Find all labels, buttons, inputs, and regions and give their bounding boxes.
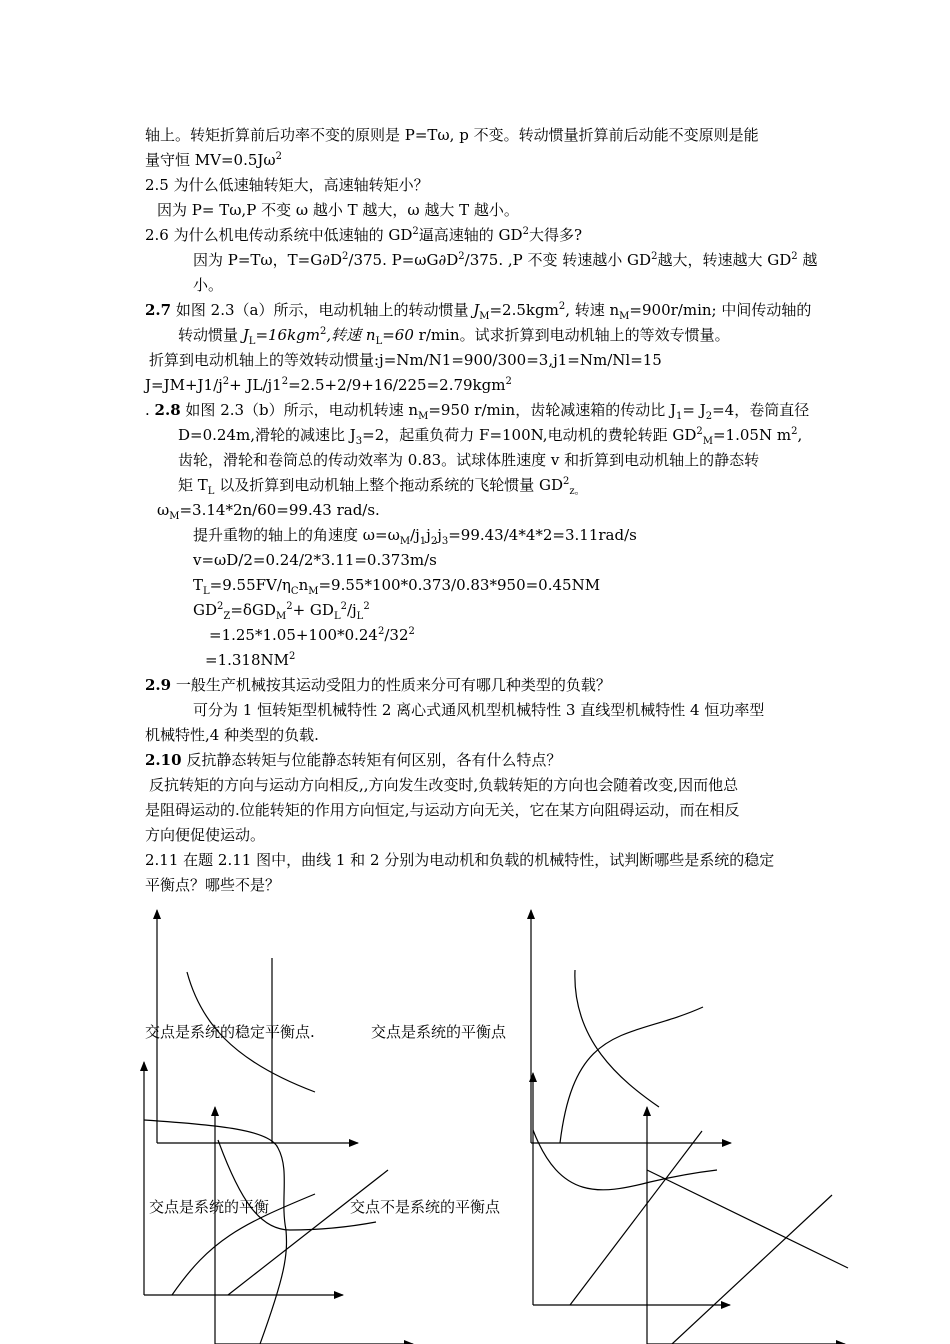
text-line: 提升重物的轴上的角速度 $\omega=\omega_M/j_1j_2j_3=99.43/4*4*2=3.11rad/s$ <box>193 526 637 547</box>
answer-2-9: 可分为 1 恒转矩型机械特性 2 离心式通风机型机械特性 3 直线型机械特性 4 恒功率型 <box>193 701 765 719</box>
text-line: 齿轮，滑轮和卷筒总的传动效率为 0.83。试球体胜速度 v 和折算到电动机轴上的静态转 <box>178 451 760 469</box>
caption-d: 交点不是系统的平衡点 <box>350 1198 501 1216</box>
question-2-10: 2.10 反抗静态转矩与位能静态转矩有何区别，各有什么特点？ <box>145 751 562 769</box>
text-line: 量守恒 $MV=0.5J\omega^2$ <box>145 151 283 169</box>
answer-2-7: 折算到电动机轴上的等效转动惯量:j=Nm/N1=900/300=3,j1=Nm/Nl=15 <box>149 351 662 369</box>
curve-1 <box>575 970 659 1107</box>
answer-2-8: $\omega_M=3.14*2n/60=99.43$ rad/s. <box>157 501 380 522</box>
diagram-e <box>533 1073 730 1305</box>
text-line: 小。 <box>193 276 224 294</box>
answer-2-10: 反抗转矩的方向与运动方向相反,,方向发生改变时,负载转矩的方向也会随着改变,因而他总 <box>149 776 739 794</box>
question-2-5: 2.5 为什么低速轴转矩大，高速轴转矩小？ <box>145 176 429 194</box>
curve-1 <box>647 1170 848 1268</box>
answer-2-5: 因为 P= Tω,P 不变 ω 越小 T 越大，ω 越大 T 越小。 <box>157 201 519 219</box>
text-line: $GD^2_Z=\delta GD_M^2+ GD_L^2/j_L^2$ <box>193 601 370 622</box>
curve-2 <box>672 1195 832 1344</box>
text-line: 机械特性,4 种类型的负载. <box>145 726 319 744</box>
curve-2 <box>560 1007 703 1143</box>
diagram-b <box>531 910 731 1143</box>
question-2-8: . 2.8 如图 2.3（b）所示，电动机转速 $n_M=950$ r/min，齿轮减速箱的传动比 $J_1= J_2=4$，卷筒直径 <box>145 401 810 422</box>
question-2-7: 2.7 如图 2.3（a）所示，电动机轴上的转动惯量 $J_M=2.5kgm^2$, 转速 $n_M=900r/\min$; 中间传动轴的 <box>145 301 812 322</box>
text-line: 是阻碍运动的.位能转矩的作用方向恒定,与运动方向无关，它在某方向阻碍运动，而在相反 <box>145 801 740 819</box>
text-line: 转动惯量 $J_L=16kgm^2$,转速 $n_L=60$ r/min。试求折算到电动机轴上的等效专惯量。 <box>178 326 730 347</box>
text-line: $J=JM+J1/j^2+ JL/j1^2=2.5+2/9+16/225=2.79kgm^2$ <box>145 376 512 394</box>
question-2-6: 2.6 为什么机电传动系统中低速轴的 $GD^2$逼高速轴的 $GD^2$大得多? <box>145 226 582 244</box>
text-line: 轴上。转矩折算前后功率不变的原则是 P=Tω, p 不变。转动惯量折算前后动能不变原则是能 <box>145 126 759 144</box>
caption-c: 交点是系统的平衡 <box>149 1198 270 1216</box>
caption-b: 交点是系统的平衡点 <box>371 1023 507 1041</box>
question-2-9: 2.9 一般生产机械按其运动受阻力的性质来分可有哪几种类型的负载？ <box>145 676 611 694</box>
text-line: 方向便促使运动。 <box>145 826 266 844</box>
curve-2 <box>228 1170 388 1295</box>
answer-2-6: 因为 P=Tω，$T=G\partial D^2/375$. $P=\omega G\partial D^2/375$. ,P 不变 转速越小 $GD^2$越大，转速越大 $GD^2$ 越 <box>193 251 818 269</box>
text-line: 平衡点？哪些不是？ <box>145 876 281 894</box>
text-line: D=0.24m,滑轮的减速比 $J_3=2$，起重负荷力 F=100N,电动机的费轮转距 $GD^2_M=1.05N$ $m^2$, <box>178 426 803 447</box>
caption-a: 交点是系统的稳定平衡点. <box>145 1023 315 1041</box>
text-line: $T_L=9.55FV/\eta_Cn_M=9.55*100*0.373/0.83*950=0.45NM$ <box>193 576 601 597</box>
text-line: $=1.318NM^2$ <box>205 651 296 669</box>
question-2-11: 2.11 在题 2.11 图中，曲线 1 和 2 分别为电动机和负载的机械特性，试判断哪些是系统的稳定 <box>145 851 775 869</box>
text-line: v=ωD/2=0.24/2*3.11=0.373m/s <box>193 551 437 569</box>
curve-2 <box>570 1131 702 1305</box>
text-line: $=1.25*1.05+100*0.24^2/32^2$ <box>209 626 415 644</box>
text-line: 矩 $T_L$ 以及折算到电动机轴上整个拖动系统的飞轮惯量 $GD^2_{z。}$ <box>178 476 585 497</box>
